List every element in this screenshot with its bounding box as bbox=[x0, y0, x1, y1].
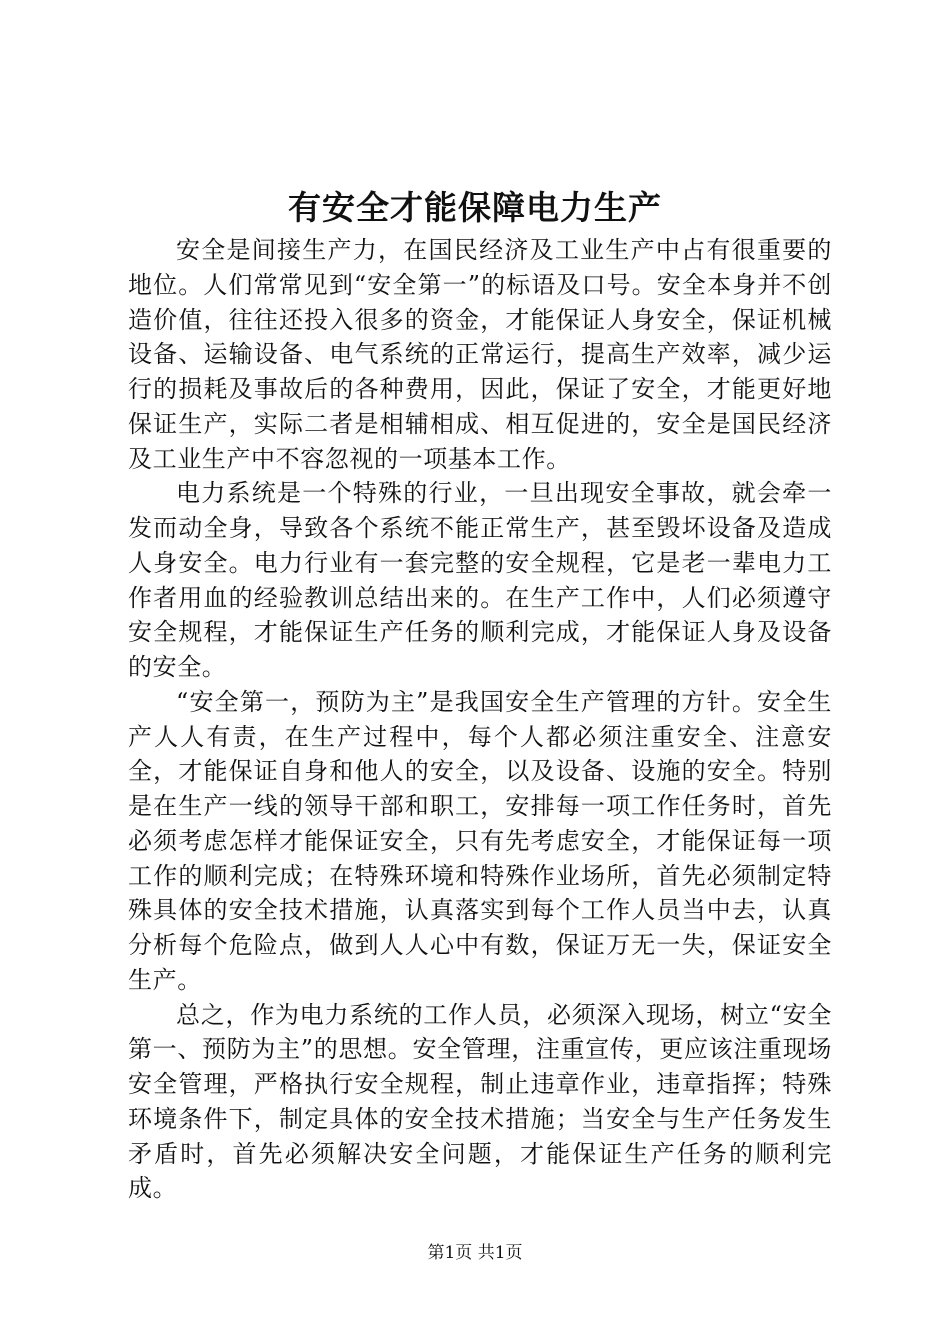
paragraph-2: 电力系统是一个特殊的行业，一旦出现安全事故，就会牵一发而动全身，导致各个系统不能正常生产，甚至毁坏设备及造成人身安全。电力行业有一套完整的安全规程，它是老一辈电力工作者用血的经验教训总结出来的。在生产工作中，人们必须遵守安全规程，才能保证生产任务的顺利完成，才能保证人身及设备的安全。 bbox=[128, 479, 832, 681]
paragraph-3: “安全第一，预防为主”是我国安全生产管理的方针。安全生产人人有责，在生产过程中，每个人都必须注重安全、注意安全，才能保证自身和他人的安全，以及设备、设施的安全。特别是在生产一线的领导干部和职工，安排每一项工作任务时，首先必须考虑怎样才能保证安全，只有先考虑安全，才能保证每一项工作的顺利完成；在特殊环境和特殊作业场所，首先必须制定特殊具体的安全技术措施，认真落实到每个工作人员当中去，认真分析每个危险点，做到人人心中有数，保证万无一失，保证安全生产。 bbox=[128, 687, 832, 994]
document-body bbox=[128, 233, 832, 1206]
document-title: 有安全才能保障电力生产 bbox=[288, 188, 662, 227]
paragraph-4: 总之，作为电力系统的工作人员，必须深入现场，树立“安全第一、预防为主”的思想。安全管理，注重宣传，更应该注重现场安全管理，严格执行安全规程，制止违章作业，违章指挥；特殊环境条件下，制定具体的安全技术措施；当安全与生产任务发生矛盾时，首先必须解决安全问题，才能保证生产任务的顺利完成。 bbox=[128, 1000, 832, 1203]
paragraph-1: 安全是间接生产力，在国民经济及工业生产中占有很重要的地位。人们常常见到“安全第一”的标语及口号。安全本身并不创造价值，往往还投入很多的资金，才能保证人身安全，保证机械设备、运输设备、电气系统的正常运行，提高生产效率，减少运行的损耗及事故后的各种费用，因此，保证了安全，才能更好地保证生产，实际二者是相辅相成、相互促进的，安全是国民经济及工业生产中不容忽视的一项基本工作。 bbox=[128, 236, 832, 473]
page-number-footer: 第1页 共1页 bbox=[427, 1243, 523, 1263]
